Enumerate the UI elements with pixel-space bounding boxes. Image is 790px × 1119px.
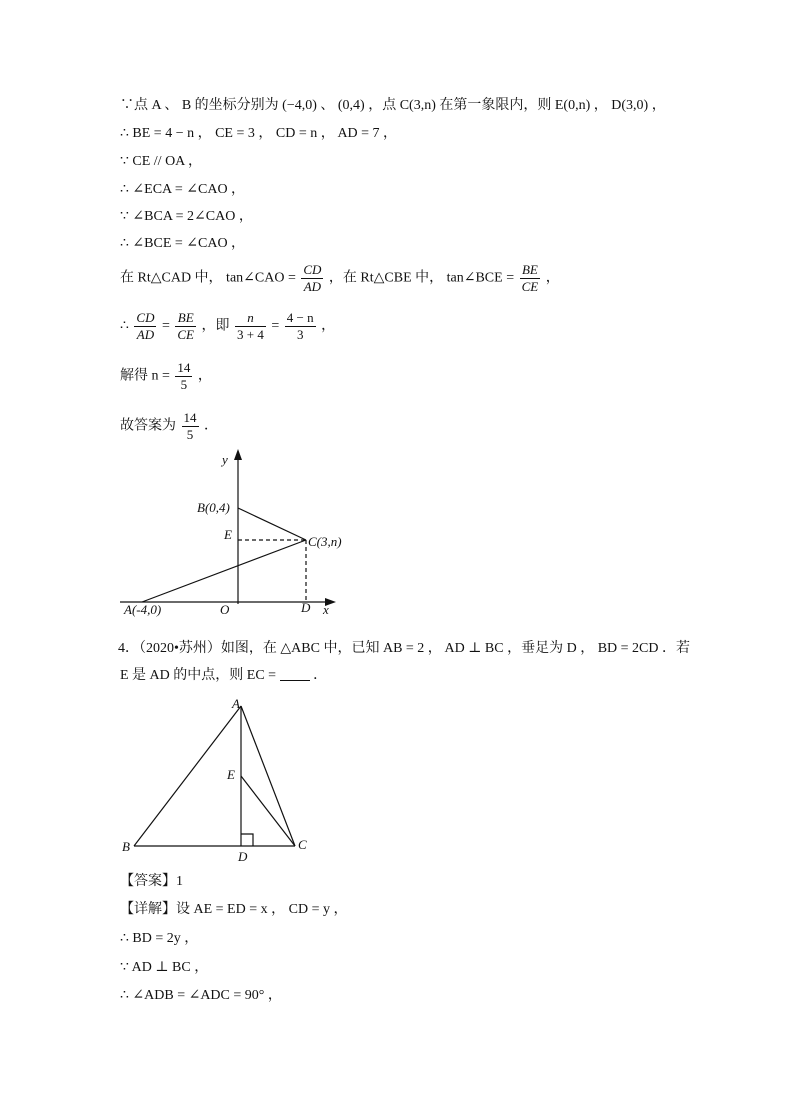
text-segment: = — [271, 318, 280, 334]
fraction-denominator: CE — [521, 279, 539, 294]
text-segment: 在 Rt△CAD 中， tan∠CAO = — [120, 270, 296, 286]
text-segment: = — [161, 318, 170, 334]
fraction-numerator: 14 — [183, 410, 197, 425]
label-a: A(-4,0) — [124, 602, 162, 617]
text-segment: ∴ — [120, 318, 129, 334]
text-segment: 故答案为 — [120, 418, 176, 434]
solution-line-5: ∵ ∠BCA = 2∠CAO ， — [120, 209, 253, 224]
fraction-denominator: 3 — [296, 327, 304, 342]
fraction-numerator: 14 — [177, 360, 191, 375]
fraction-denominator: CE — [177, 327, 195, 342]
text-segment: ． — [313, 668, 328, 683]
fraction-numerator: BE — [175, 310, 196, 327]
label-c: C(3,n) — [308, 534, 342, 549]
answer-line-1: 【答案】1 — [120, 874, 183, 889]
fraction-numerator: BE — [520, 262, 541, 279]
solution-line-3: ∵ CE // OA ， — [120, 154, 203, 169]
solution-line-6: ∴ ∠BCE = ∠CAO ， — [120, 236, 246, 251]
fraction-numerator: CD — [136, 310, 155, 325]
segment-a-c — [142, 540, 306, 602]
text-segment: ， — [545, 270, 560, 286]
answer-line-2: 【详解】设 AE = ED = x ， CD = y ， — [120, 902, 348, 917]
label-b: B — [122, 839, 130, 854]
label-c: C — [298, 837, 307, 852]
label-e: E — [227, 767, 235, 782]
fraction-numerator: 4 − n — [286, 310, 314, 325]
fraction-denominator: AD — [303, 279, 322, 294]
text-segment: 解得 n = — [120, 368, 170, 384]
fraction-denominator: 5 — [186, 427, 194, 442]
label-y: y — [222, 452, 228, 467]
label-o: O — [220, 602, 230, 617]
solution-line-1: ∵点 A 、 B 的坐标分别为 (−4,0) 、 (0,4) ，点 C(3,n) 在第一象限内，则 E(0,n) ， D(3,0) ， — [120, 98, 666, 113]
text-segment: ， — [321, 318, 336, 334]
text-segment: ， — [197, 368, 212, 384]
answer-blank — [280, 666, 310, 681]
fraction-denominator: 5 — [180, 377, 188, 392]
problem4-line2 — [120, 666, 327, 686]
label-d: D — [301, 600, 311, 615]
fraction-numerator: CD — [303, 262, 322, 277]
answer-line-4: ∵ AD ⊥ BC ， — [120, 960, 209, 975]
label-d: D — [238, 849, 248, 864]
fraction-numerator: n — [235, 310, 266, 327]
text-segment: E 是 AD 的中点，则 EC = — [120, 668, 277, 683]
fraction-denominator: AD — [136, 327, 155, 342]
problem4-line1: 4．（2020•苏州）如图，在 △ABC 中，已知 AB = 2 ， AD ⊥ BC ，垂足为 D ， BD = 2CD ．若 — [118, 641, 690, 656]
text-segment: ． — [204, 418, 218, 434]
y-axis-arrow — [234, 449, 242, 460]
segment-b-c — [238, 508, 306, 540]
text-segment: ，即 — [201, 318, 230, 334]
label-x: x — [323, 602, 329, 617]
answer-line-5: ∴ ∠ADB = ∠ADC = 90° ， — [120, 988, 282, 1003]
solution-line-2: ∴ BE = 4 − n ， CE = 3 ， CD = n ， AD = 7 ， — [120, 126, 398, 141]
fraction-denominator: 3 + 4 — [237, 327, 264, 342]
answer-line-3: ∴ BD = 2y ， — [120, 931, 199, 946]
text-segment: ，在 Rt△CBE 中， tan∠BCE = — [328, 270, 515, 286]
label-a: A — [232, 696, 240, 711]
label-b: B(0,4) — [197, 500, 230, 515]
label-e: E — [224, 527, 232, 542]
solution-line-4: ∴ ∠ECA = ∠CAO ， — [120, 182, 246, 197]
